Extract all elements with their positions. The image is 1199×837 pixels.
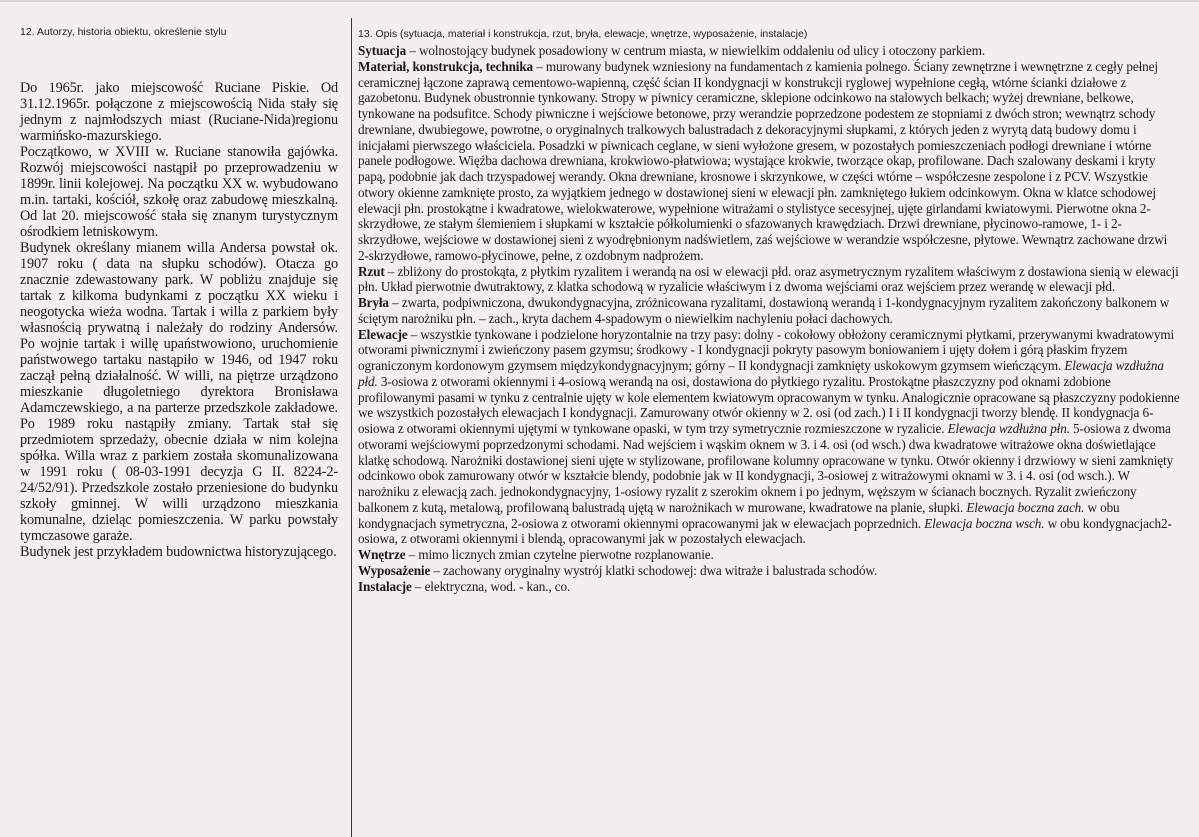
column-divider bbox=[351, 18, 352, 837]
wyposazenie-label: Wyposażenie bbox=[358, 562, 431, 578]
page-edge bbox=[0, 0, 1199, 2]
bryla-label: Bryła bbox=[358, 295, 389, 310]
description-column bbox=[358, 28, 1180, 594]
rzut-paragraph bbox=[358, 264, 1180, 296]
history-text bbox=[20, 80, 338, 560]
elewacje-text: w obu kondygnacjach2-osiowa, z otworami okiennymi i blendą, opracowanymi jak w pozostałych elewacjach. bbox=[358, 515, 1172, 547]
elewacje-text: 5-osiowa z dwoma otworami wejściowymi poprzedzonymi schodami. Nad wejściem i wąskim oknem w 3. i 4. osi (od wsch.) dwa kwadratowe witrażowe okna doświetlające klatkę schodową. Narożniki dostawionej sieni ujęte w stylizowane, profilowane kolumny opracowane w tynku. Otwór okienny i drzwiowy w sieni zamknięty odcinkowo obok zamurowany otwór w kształcie blendy, podobnie jak w II kondygnacji, 3-osiowej z witrażowymi oknami w 3. i 4. osi (od wsch.). W narożniku z elewacją zach. jednokondygnacyjny, 1-osiowy ryzalit z szerokim oknem i po jednym, węższym w ścianach bocznych. Ryzalit zwieńczony balkonem z kutą, metalową, profilowaną balustradą ujętą w narożnikach w murowane, kwadratowe na planie, słupki. bbox=[358, 421, 1174, 515]
elewacje-text: w obu kondygnacjach symetryczna, 2-osiowa z otworami okiennymi opracowanymi jak w elewacjach poprzednich. bbox=[358, 499, 1120, 531]
elewacja-boczna-zach-label: Elewacja boczna zach. bbox=[966, 499, 1085, 515]
wyposazenie-paragraph bbox=[358, 563, 1180, 579]
history-paragraph: Budynek określany mianem willa Andersa powstał ok. 1907 roku ( data na słupku schodów). Otacza go znacznie zdewastowany park. W pobliżu znajduje się tartak z kilkoma budynkami z początku XX wieku i neogotycka wieża wodna. Tartak i willa z parkiem były własnością prywatną i należały do rodziny Andersów. Po wojnie tartak i willę upaństwowiono, uruchomienie państwowego tartaku nastąpiło w 1946, od 1947 roku zaczął pełną działalność. W willi, na piętrze urządzono mieszkanie długoletniego dyrektora Bronisława Adamczewskiego, a na parterze przedszkole zakładowe. Po 1989 roku nastąpiły zmiany. Tartak stał się przedmiotem sprzedaży, obecnie działa w nim kolejna spółka. Willa wraz z parkiem została skomunalizowana w 1991 roku ( 08-03-1991 decyzja G II. 8224-2-24/52/91). Przedszkole zostało przeniesione do budynku szkoły gminnej. W willi urządzono mieszkania komunalne, dzieląc pomieszczenia. W parku powstały tymczasowe garaże. bbox=[20, 240, 338, 544]
wnetrze-label: Wnętrze bbox=[358, 547, 406, 562]
history-heading: 12. Autorzy, historia obiektu, określenie stylu bbox=[20, 26, 227, 38]
instalacje-text: – elektryczna, wod. - kan., co. bbox=[411, 578, 571, 594]
instalacje-label: Instalacje bbox=[358, 578, 412, 594]
wnetrze-paragraph bbox=[358, 547, 1180, 563]
instalacje-paragraph bbox=[358, 579, 1180, 595]
rzut-text: – zbliżony do prostokąta, z płytkim ryzalitem i werandą na osi w elewacji płd. oraz asymetrycznym ryzalitem właściwym z dostawiona sienią w elewacji płn. Układ pierwotnie dwutraktowy, z klatka schodową w ryzalicie właściwym i z dwoma wejściami oraz wejściem przez werandę w elewacji płd. bbox=[358, 263, 1179, 295]
history-paragraph: Budynek jest przykładem budownictwa historyzującego. bbox=[20, 544, 337, 560]
elewacja-boczna-wsch-label: Elewacja boczna wsch. bbox=[924, 515, 1045, 531]
history-paragraph: Początkowo, w XVIII w. Ruciane stanowiła gajówka. Rozwój miejscowości nastąpił po przeprowadzeniu w 1899r. linii kolejowej. Na początku XX w. wybudowano m.in. tartaki, kościół, szkołę oraz zabudowę mieszkalną. Od lat 20. miejscowość stała się znanym turystycznym ośrodkiem letniskowym. bbox=[20, 144, 338, 240]
material-text: – murowany budynek wzniesiony na fundamentach z kamienia polnego. Ściany zewnętrzne i wewnętrzne z cegły pełnej ceramicznej łączone zaprawą cementowo-wapienną, część ścian II kondygnacji w konstrukcji ryglowej wypełnione cegłą, wtórne ścianki działowe z gazobetonu. Budynek obustronnie tynkowany. Stropy w piwnicy ceramiczne, sklepione odcinkowo na stalowych belkach; wyżej drewniane, belkowe, tynkowane na podsufitce. Schody piwniczne i wejściowe betonowe, przy werandzie poprzedzone podestem ze stopniami z dwóch stron; wewnątrz schody drewniane, dwubiegowe, powrotne, o oryginalnych tralkowych balustradach z dekoracyjnymi słupkami, z których jeden z wyrytą datą budowy domu i inicjałami pierwszego właściciela. Posadzki w piwnicach ceglane, w sieni wyłożone gresem, w pozostałych pomieszczeniach podłogi drewniane i wtórne panele podłogowe. Więźba dachowa drewniana, krokwiowo-płatwiowa; wystające krokwie, tworzące okap, profilowane. Dach szalowany deskami i kryty papą, podobnie jak dach trzyspadowej werandy. Okna drewniane, krosnowe i skrzynkowe, w części wtórne – współczesne zespolone i z PCV. Wszystkie otwory okienne zamknięte prosto, za wyjątkiem jednego w dostawionej sieni w elewacji płn. zamkniętego łukiem odcinkowym. Okna w klatce schodowej elewacji płn. prostokątne i kwadratowe, wielokwaterowe, wypełnione witrażami o stylistyce secesyjnej, ujęte girlandami kwiatowymi. Pierwotne okna 2-skrzydłowe, ze stałym ślemieniem i słupkami w kształcie półkolumienki o sfazowanych krawędziach. Drzwi drewniane, płycinowo-ramowe, 1- i 2-skrzydłowe, wejściowe w dostawionej sieni z wyodrębnionym nadświetlem, zaś wejściowe w werandzie współczesne, płytowe. Wewnątrz zachowane drzwi 2-skrzydłowe, ramowo-płycinowe, pełne, z ozdobnym nadprożem. bbox=[358, 58, 1168, 263]
elewacje-paragraph bbox=[358, 327, 1180, 548]
material-label: Materiał, konstrukcja, technika bbox=[358, 58, 534, 74]
sytuacja-paragraph bbox=[358, 43, 1180, 59]
history-column bbox=[20, 26, 338, 560]
wyposazenie-text: – zachowany oryginalny wystrój klatki schodowej: dwa witraże i balustrada schodów. bbox=[430, 562, 878, 578]
sytuacja-text: – wolnostojący budynek posadowiony w centrum miasta, w niewielkim oddaleniu od ulicy i otoczony parkiem. bbox=[406, 43, 986, 58]
material-paragraph bbox=[358, 59, 1180, 264]
description-heading: 13. Opis (sytuacja, materiał i konstrukcja, rzut, bryła, elewacje, wnętrze, wyposażenie, instalacje) bbox=[358, 28, 808, 40]
elewacja-wzdluzna-pln-label: Elewacja wzdłużna płn. bbox=[947, 421, 1070, 436]
wnetrze-text: – mimo licznych zmian czytelne pierwotne rozplanowanie. bbox=[405, 547, 714, 562]
elewacja-wzdluzna-pld-label: Elewacja wzdłużna płd. bbox=[358, 358, 1164, 389]
elewacje-label: Elewacje bbox=[358, 326, 408, 342]
history-paragraph: Do 1965r. jako miejscowość Ruciane Piskie. Od 31.12.1965r. połączone z miejscowością Nida stały się jednym z najmłodszych miast (Ruciane-Nida)regionu warmińsko-mazurskiego. bbox=[20, 80, 338, 144]
elewacje-text: – wszystkie tynkowane i podzielone horyzontalnie na trzy pasy: dolny - cokołowy obłożony ceramicznymi płytkami, przerywanymi kwadratowymi otworami piwnicznymi i zwieńczony pasem gzymsu; środkowy - I kondygnacji pokryty pasowym boniowaniem i ujęty dołem i górą płaskim fryzem ograniczonym kordonowym gzymsem międzykondygnacyjnym; górny – II kondygnacji zamknięty uskokowym gzymsem wieńczącym. bbox=[358, 326, 1175, 373]
elewacje-text: 3-osiowa z otworami okiennymi i 4-osiową werandą na osi, dostawiona do płytkiego ryzalitu. Prostokątne płaszczyzny pod oknami zdobione profilowanymi pasami w tynku z centralnie ujęty w kole elementem kwiatowym opracowanym w tynku. Analogicznie opracowane są płaszczyzny podokienne we wszystkich pozostałych elewacjach I kondygnacji. Zamurowany otwór okienny w 2. osi (od zach.) I i II kondygnacji tworzy blendę. II kondygnacja 6-osiowa z otworami okiennymi ujętymi w tynkowane opaski, w tym trzy symetrycznie rozmieszczone w ryzalicie. bbox=[358, 373, 1180, 436]
bryla-text: – zwarta, podpiwniczona, dwukondygnacyjna, zróżnicowana ryzalitami, dostawioną werandą i 1-kondygnacyjnym ryzalitem zakończony balkonem w ściętym narożniku płn. – zach., kryta dachem 4-spadowym o niewielkim nachyleniu połaci dachowych. bbox=[358, 295, 1170, 326]
description-text bbox=[358, 43, 1180, 594]
sytuacja-label: Sytuacja bbox=[358, 43, 407, 58]
rzut-label: Rzut bbox=[358, 263, 385, 279]
bryla-paragraph bbox=[358, 295, 1180, 327]
